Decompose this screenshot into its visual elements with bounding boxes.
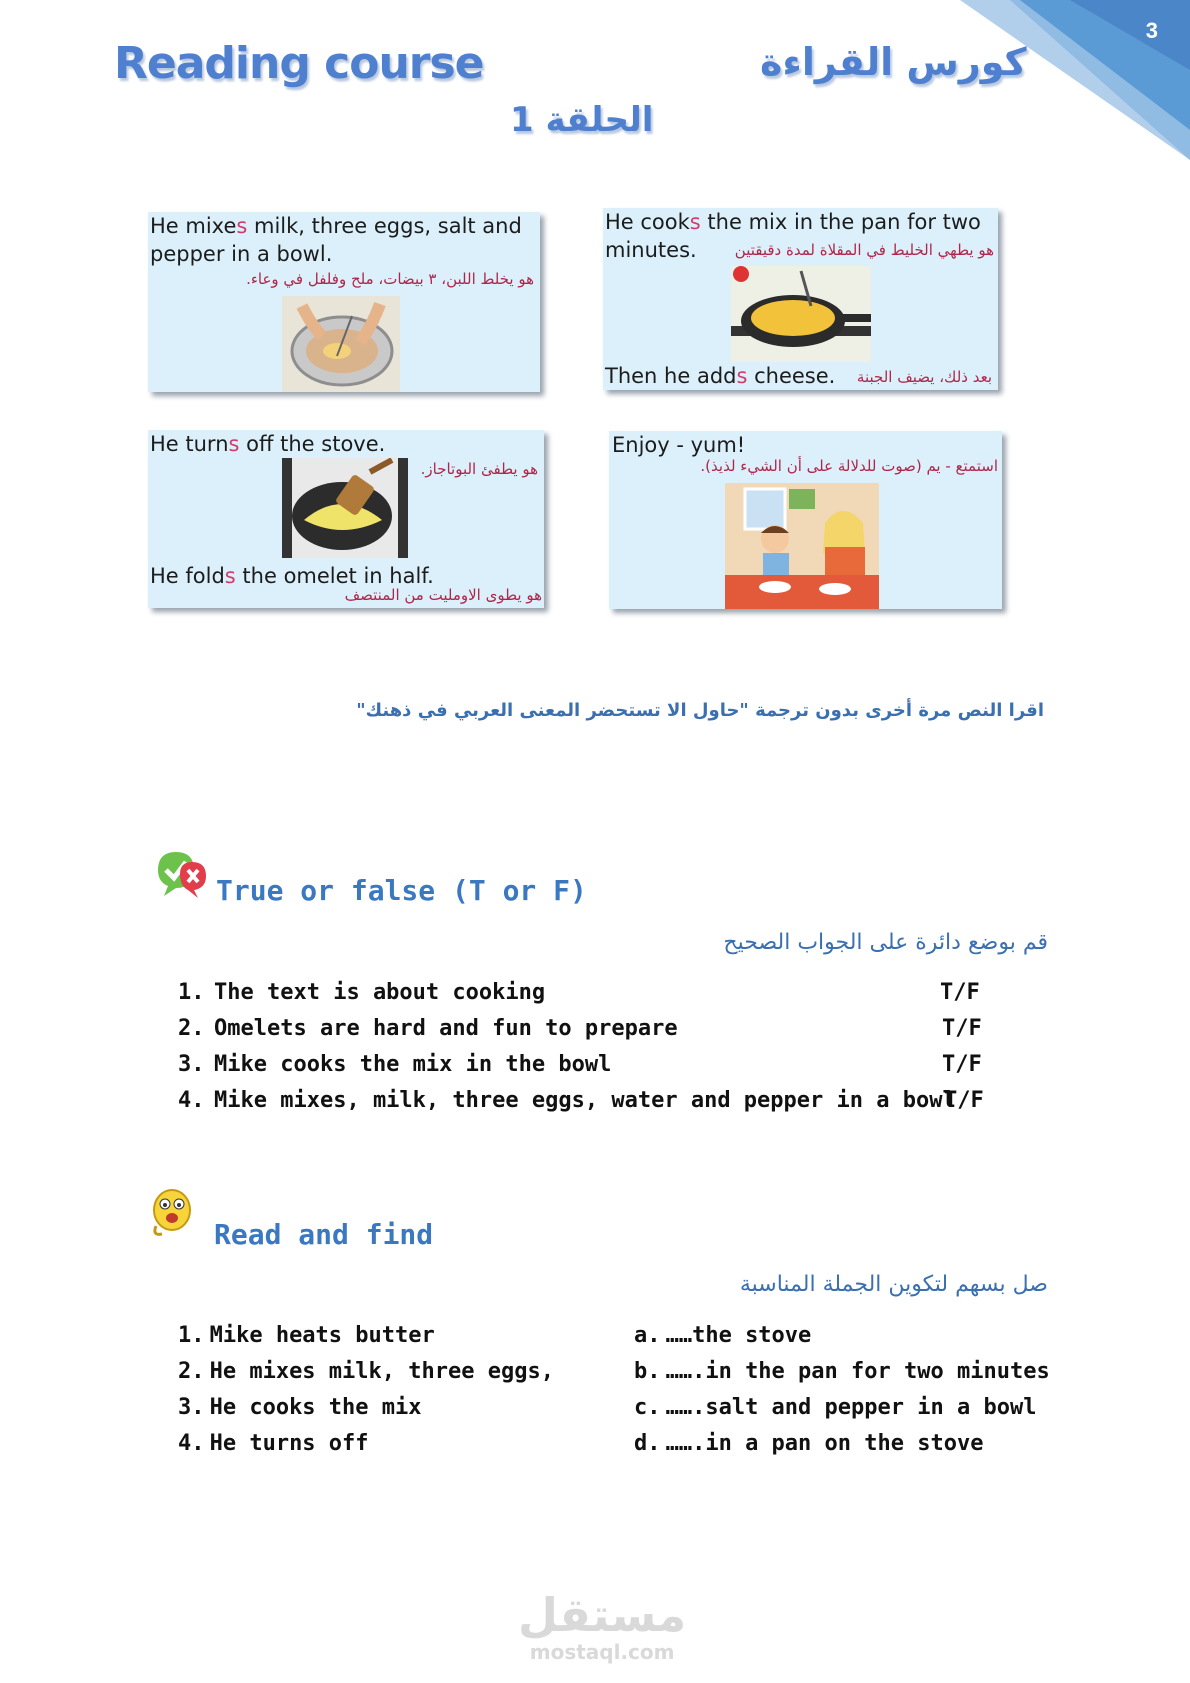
list-item: 3. Mike cooks the mix in the bowl T/F <box>178 1052 982 1077</box>
card-3-english: He turns off the stove. <box>150 432 386 456</box>
episode-label: الحلقة 1 <box>510 100 654 140</box>
list-item: 4. Mike mixes, milk, three eggs, water and pepper in a bowl T/F <box>178 1088 984 1113</box>
card-2-arabic: هو يطهي الخليط في المقلاة لمدة دقيقتين <box>734 241 994 259</box>
card-3-arabic-2: هو يطوى الاومليت من المنتصف <box>344 586 542 604</box>
true-false-instruction: قم بوضع دائرة على الجواب الصحيح <box>723 930 1048 955</box>
list-item: c. …….salt and pepper in a bowl <box>634 1395 1037 1420</box>
watermark-en: mostaql.com <box>529 1640 675 1664</box>
tf-answer[interactable]: T/F <box>942 1016 982 1041</box>
story-card-4 <box>609 431 1002 609</box>
list-item: 2. Omelets are hard and fun to prepare T/F <box>178 1016 982 1041</box>
true-false-list <box>178 980 998 1124</box>
course-title-ar: كورس القراءة <box>760 40 1027 84</box>
tf-answer[interactable]: T/F <box>942 1052 982 1077</box>
card-2-english-2: Then he adds cheese. <box>605 364 836 388</box>
card-3-arabic: هو يطفئ البوتاجاز. <box>420 460 538 478</box>
read-find-right-list <box>634 1323 1050 1467</box>
smiley-icon <box>150 1186 194 1238</box>
course-title-en: Reading course <box>114 38 484 89</box>
watermark <box>518 1590 686 1664</box>
card-2-arabic-2: بعد ذلك، يضيف الجبنة <box>856 368 992 386</box>
card-1-arabic: هو يخلط اللبن، ٣ بيضات، ملح وفلفل في وعاء. <box>246 270 534 288</box>
list-item: 1. Mike heats butter <box>178 1323 435 1348</box>
story-card-1 <box>148 212 540 392</box>
list-item: a. ……the stove <box>634 1323 812 1348</box>
read-find-left-list <box>178 1323 554 1467</box>
card-1-english: He mixes milk, three eggs, salt and pepper in a bowl. <box>150 214 522 266</box>
card-2-english: He cooks the mix in the pan for two minutes. <box>605 210 981 262</box>
list-item: 2. He mixes milk, three eggs, <box>178 1359 554 1384</box>
list-item: 4. He turns off <box>178 1431 369 1456</box>
list-item: 3. He cooks the mix <box>178 1395 422 1420</box>
frying-pan-image <box>731 266 871 362</box>
read-find-instruction: صل بسهم لتكوين الجملة المناسبة <box>739 1272 1048 1297</box>
family-eating-image <box>725 483 879 609</box>
story-card-3 <box>148 430 544 608</box>
read-again-instruction: اقرا النص مرة أخرى بدون ترجمة "حاول الا تستحضر المعنى العربي في ذهنك" <box>356 700 1044 721</box>
watermark-ar: مستقل <box>518 1588 687 1642</box>
mixing-bowl-image <box>282 296 400 392</box>
list-item: b. …….in the pan for two minutes <box>634 1359 1050 1384</box>
page-number: 3 <box>1145 18 1158 43</box>
omelet-spatula-image <box>282 458 408 558</box>
card-4-arabic: استمتع - يم (صوت للدلالة على أن الشيء لذيذ). <box>700 457 998 475</box>
list-item: 1. The text is about cooking T/F <box>178 980 980 1005</box>
tf-answer[interactable]: T/F <box>944 1088 984 1113</box>
card-3-english-2: He folds the omelet in half. <box>150 564 434 588</box>
check-cross-icon <box>154 848 210 900</box>
list-item: d. …….in a pan on the stove <box>634 1431 984 1456</box>
read-find-title: Read and find <box>214 1218 434 1251</box>
card-4-english: Enjoy - yum! <box>612 433 746 457</box>
tf-answer[interactable]: T/F <box>940 980 980 1005</box>
true-false-title: True or false (T or F) <box>216 874 587 907</box>
story-card-2 <box>603 208 998 390</box>
